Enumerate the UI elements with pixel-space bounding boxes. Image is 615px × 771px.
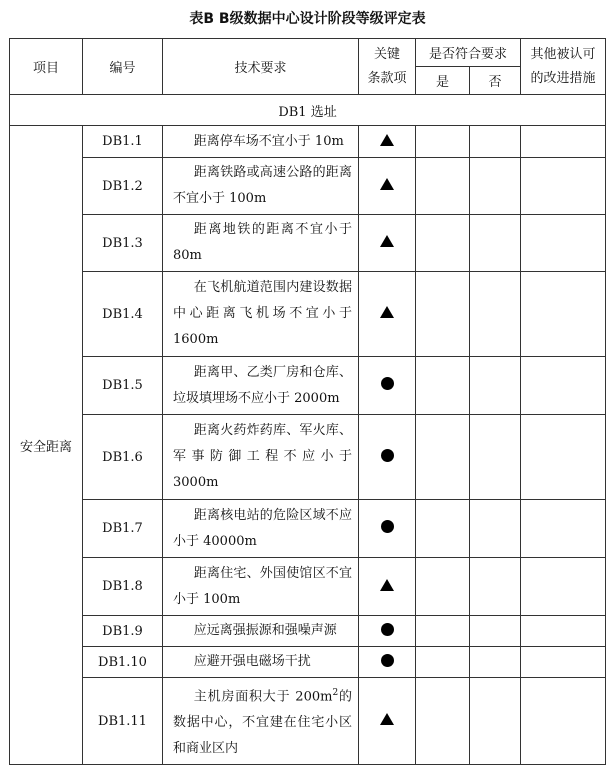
other-cell [521,215,606,272]
other-cell [521,678,606,765]
no-cell [470,126,521,158]
row-code: DB1.7 [83,500,163,558]
table-row [10,647,606,678]
header-other [521,39,606,95]
row-requirement: 在飞机航道范围内建设数据中心距离飞机场不宜小于 1600m [163,272,359,357]
other-cell [521,272,606,357]
no-cell [470,357,521,415]
triangle-icon [380,134,394,146]
table-row [10,272,606,357]
yes-cell [416,500,470,558]
table-row [10,126,606,158]
header-yes: 是 [416,67,470,95]
key-mark [359,647,416,678]
row-requirement: 距离火药炸药库、军火库、军事防御工程不应小于 3000m [163,415,359,500]
circle-icon [381,377,394,390]
row-code: DB1.9 [83,616,163,647]
other-cell [521,500,606,558]
row-requirement: 距离甲、乙类厂房和仓库、垃圾填埋场不应小于 2000m [163,357,359,415]
key-mark [359,272,416,357]
no-cell [470,500,521,558]
table-row [10,357,606,415]
row-requirement-sup: 2 [332,688,339,698]
header-item: 项目 [10,39,83,95]
header-no: 否 [470,67,521,95]
key-mark [359,678,416,765]
no-cell [470,647,521,678]
header-other-line1: 其他被认可 [530,46,596,62]
no-cell [470,558,521,616]
yes-cell [416,272,470,357]
row-code: DB1.2 [83,158,163,215]
row-code: DB1.6 [83,415,163,500]
yes-cell [416,126,470,158]
row-code: DB1.3 [83,215,163,272]
header-key-clause [359,39,416,95]
yes-cell [416,647,470,678]
triangle-icon [380,579,394,591]
table-row [10,215,606,272]
other-cell [521,647,606,678]
section-title: DB1 选址 [10,95,606,126]
row-requirement: 距离铁路或高速公路的距离不宜小于 100m [163,158,359,215]
no-cell [470,616,521,647]
table-row [10,678,606,765]
table-row [10,415,606,500]
key-mark [359,215,416,272]
key-mark [359,158,416,215]
row-code: DB1.5 [83,357,163,415]
circle-icon [381,520,394,533]
row-code: DB1.4 [83,272,163,357]
header-other-line2: 的改进措施 [530,70,596,86]
circle-icon [381,449,394,462]
row-requirement [163,678,359,765]
key-mark [359,616,416,647]
yes-cell [416,616,470,647]
key-mark [359,558,416,616]
yes-cell [416,158,470,215]
header-tech: 技术要求 [163,39,359,95]
yes-cell [416,415,470,500]
header-conform: 是否符合要求 [416,39,521,67]
header-code: 编号 [83,39,163,95]
triangle-icon [380,178,394,190]
row-requirement: 应远离强振源和强噪声源 [163,616,359,647]
other-cell [521,558,606,616]
row-code: DB1.1 [83,126,163,158]
row-code: DB1.11 [83,678,163,765]
circle-icon [381,654,394,667]
header-key-line2: 条款项 [367,70,407,86]
row-requirement-pre: 主机房面积大于 200m [193,689,333,705]
row-requirement: 距离住宅、外国使馆区不宜小于 100m [163,558,359,616]
header-key-line1: 关键 [373,46,400,62]
key-mark [359,126,416,158]
table-row [10,500,606,558]
key-mark [359,415,416,500]
triangle-icon [380,306,394,318]
row-code: DB1.8 [83,558,163,616]
row-requirement: 距离地铁的距离不宜小于 80m [163,215,359,272]
section-row [10,95,606,126]
no-cell [470,678,521,765]
page-title: 表B B级数据中心设计阶段等级评定表 [189,11,426,27]
group-label: 安全距离 [10,126,83,765]
triangle-icon [380,235,394,247]
no-cell [470,415,521,500]
no-cell [470,158,521,215]
circle-icon [381,623,394,636]
yes-cell [416,357,470,415]
other-cell [521,616,606,647]
yes-cell [416,678,470,765]
key-mark [359,357,416,415]
row-code: DB1.10 [83,647,163,678]
row-requirement-post: 的数据中心，不宜建在住宅小区和商业区内 [173,689,352,757]
evaluation-table [9,38,606,765]
no-cell [470,272,521,357]
yes-cell [416,215,470,272]
row-requirement: 距离停车场不宜小于 10m [163,126,359,158]
yes-cell [416,558,470,616]
row-requirement: 应避开强电磁场干扰 [163,647,359,678]
no-cell [470,215,521,272]
table-row [10,158,606,215]
key-mark [359,500,416,558]
triangle-icon [380,713,394,725]
table-row [10,558,606,616]
other-cell [521,357,606,415]
table-row [10,616,606,647]
row-requirement: 距离核电站的危险区域不应小于 40000m [163,500,359,558]
other-cell [521,126,606,158]
other-cell [521,158,606,215]
other-cell [521,415,606,500]
